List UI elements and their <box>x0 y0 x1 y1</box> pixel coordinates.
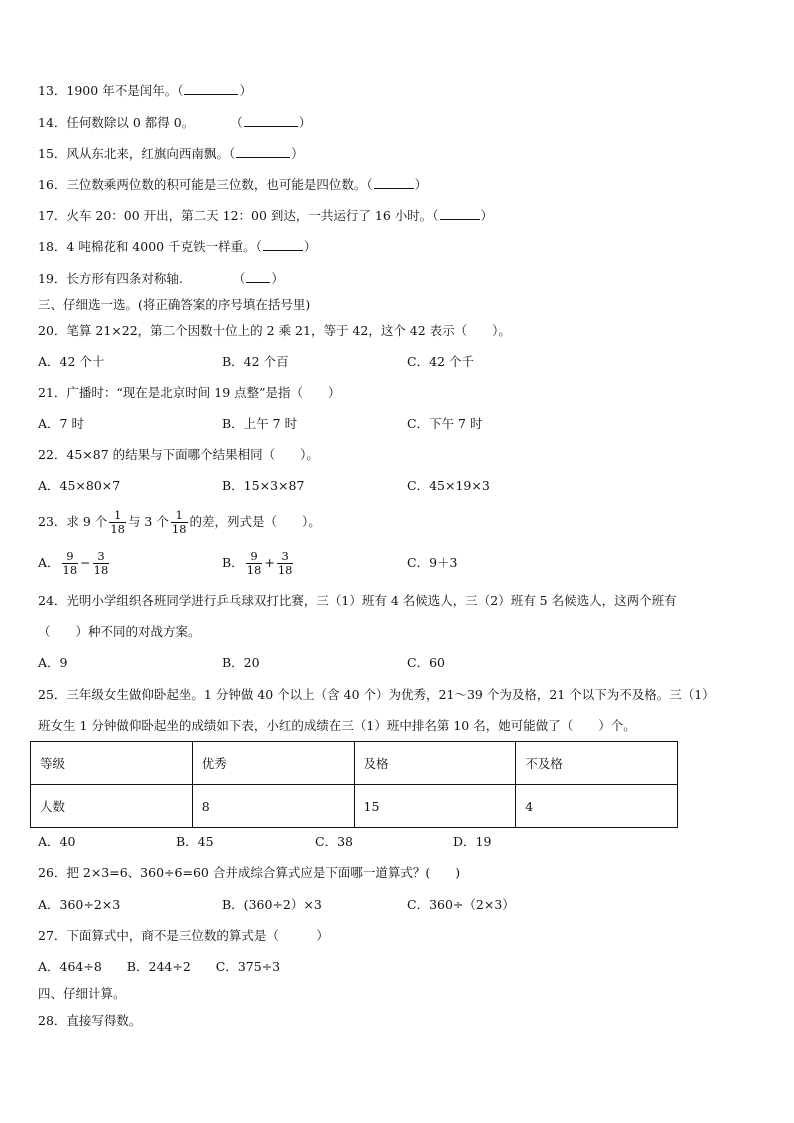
answer-blank[interactable] <box>236 145 290 158</box>
q23-option-c[interactable]: C．9＋3 <box>407 555 458 570</box>
q26-option-c[interactable]: C．360÷（2×3） <box>407 897 515 912</box>
q25-option-d[interactable]: D．19 <box>453 834 492 849</box>
question-22: 22．45×87 的结果与下面哪个结果相同（ ）。 <box>38 447 319 462</box>
table-cell: 15 <box>354 785 516 828</box>
q20-option-c[interactable]: C．42 个千 <box>407 354 474 369</box>
question-25-line2: 班女生 1 分钟做仰卧起坐的成绩如下表，小红的成绩在三（1）班中排名第 10 名，她可能做了（ ）个。 <box>38 718 636 733</box>
table-row <box>31 785 678 828</box>
question-14: 14．任何数除以 0 都得 0。 （ ） <box>38 115 312 130</box>
table-cell: 人数 <box>31 785 193 828</box>
q24-option-b[interactable]: B．20 <box>222 655 260 670</box>
q26-option-a[interactable]: A．360÷2×3 <box>38 897 121 912</box>
question-18: 18．4 吨棉花和 4000 千克铁一样重。（ ） <box>38 239 317 254</box>
question-27: 27．下面算式中，商不是三位数的算式是（ ） <box>38 928 329 943</box>
q25-option-a[interactable]: A．40 <box>38 834 76 849</box>
question-19: 19．长方形有四条对称轴. （ ） <box>38 271 284 286</box>
fraction: $\frac{9}{18}$ <box>246 549 262 577</box>
table-header-cell: 优秀 <box>192 742 354 785</box>
question-17: 17．火车 20：00 开出，第二天 12：00 到达，一共运行了 16 小时。（ ） <box>38 208 494 223</box>
answer-blank[interactable] <box>244 114 298 127</box>
answer-blank[interactable] <box>374 176 414 189</box>
q21-option-c[interactable]: C．下午 7 时 <box>407 416 483 431</box>
score-table <box>30 741 678 828</box>
question-24-line1: 24．光明小学组织各班同学进行乒乓球双打比赛，三（1）班有 4 名候选人，三（2）班有 5 名候选人，这两个班有 <box>38 593 677 608</box>
question-23: 23．求 9 个 $\frac{1}{18}$ 与 3 个 $\frac{1}{18}$ 的差，列式是（ ）。 <box>38 508 321 536</box>
table-header-cell: 不及格 <box>516 742 678 785</box>
q23-option-a[interactable]: A． $\frac{9}{18}$ − $\frac{3}{18}$ <box>38 549 109 577</box>
q24-option-c[interactable]: C．60 <box>407 655 445 670</box>
question-28: 28．直接写得数。 <box>38 1013 142 1028</box>
section-heading-3: 三、仔细选一选。(将正确答案的序号填在括号里) <box>38 297 311 312</box>
table-row <box>31 742 678 785</box>
q22-option-a[interactable]: A．45×80×7 <box>38 478 121 493</box>
answer-blank[interactable] <box>263 238 303 251</box>
answer-blank[interactable] <box>184 82 238 95</box>
q24-option-a[interactable]: A．9 <box>38 655 68 670</box>
q21-option-a[interactable]: A．7 时 <box>38 416 84 431</box>
q22-option-b[interactable]: B．15×3×87 <box>222 478 305 493</box>
question-25-line1: 25．三年级女生做仰卧起坐。1 分钟做 40 个以上（含 40 个）为优秀，21～39 个为及格，21 个以下为不及格。三（1） <box>38 687 715 702</box>
section-heading-4: 四、仔细计算。 <box>38 986 126 1001</box>
fraction: $\frac{3}{18}$ <box>277 549 293 577</box>
question-26: 26．把 2×3=6、360÷6=60 合并成综合算式应是下面哪一道算式？( ) <box>38 865 461 880</box>
q21-option-b[interactable]: B．上午 7 时 <box>222 416 298 431</box>
fraction: $\frac{1}{18}$ <box>110 508 125 536</box>
table-cell: 4 <box>516 785 678 828</box>
fraction: $\frac{9}{18}$ <box>62 549 78 577</box>
q23-option-b[interactable]: B． $\frac{9}{18}$ + $\frac{3}{18}$ <box>222 549 293 577</box>
q20-option-a[interactable]: A．42 个十 <box>38 354 105 369</box>
question-16: 16．三位数乘两位数的积可能是三位数，也可能是四位数。（ ） <box>38 177 428 192</box>
answer-blank[interactable] <box>246 270 270 283</box>
q26-option-b[interactable]: B．(360÷2）×3 <box>222 897 322 912</box>
question-15: 15．风从东北来，红旗向西南飘。（ ） <box>38 146 304 161</box>
fraction: $\frac{3}{18}$ <box>93 549 109 577</box>
question-13: 13．1900 年不是闰年。（ ） <box>38 83 252 98</box>
table-header-cell: 及格 <box>354 742 516 785</box>
question-20: 20．笔算 21×22，第二个因数十位上的 2 乘 21，等于 42，这个 42 表示（ ）。 <box>38 323 511 338</box>
q22-option-c[interactable]: C．45×19×3 <box>407 478 490 493</box>
question-21: 21．广播时：“现在是北京时间 19 点整”是指（ ） <box>38 385 341 400</box>
fraction: $\frac{1}{18}$ <box>171 508 187 536</box>
table-header-cell: 等级 <box>31 742 193 785</box>
q20-option-b[interactable]: B．42 个百 <box>222 354 289 369</box>
question-24-line2: （ ）种不同的对战方案。 <box>38 624 201 639</box>
q25-option-b[interactable]: B．45 <box>176 834 214 849</box>
table-cell: 8 <box>192 785 354 828</box>
q25-option-c[interactable]: C．38 <box>315 834 353 849</box>
q27-options[interactable]: A．464÷8 B．244÷2 C．375÷3 <box>38 959 281 974</box>
answer-blank[interactable] <box>440 207 480 220</box>
